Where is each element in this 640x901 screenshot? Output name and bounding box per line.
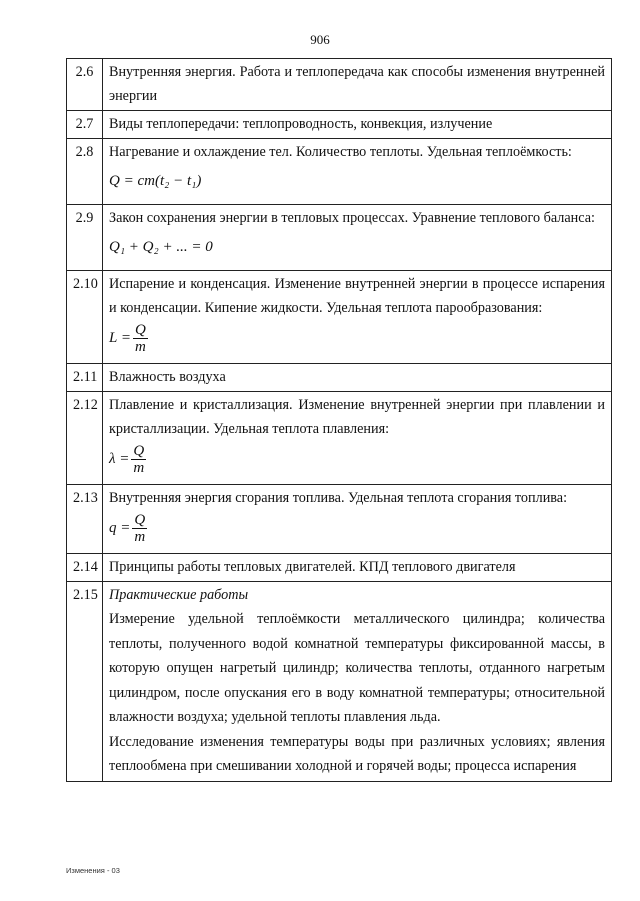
row-number: 2.10: [67, 271, 103, 364]
fraction: [132, 512, 147, 545]
row-cell: [103, 582, 612, 782]
fraction: [131, 443, 146, 476]
fraction-numerator: Q: [133, 443, 145, 459]
table-row: [67, 111, 612, 139]
fraction-numerator: Q: [134, 512, 146, 528]
row-number: 2.15: [67, 582, 103, 782]
row-number: 2.13: [67, 485, 103, 554]
row-number: 2.12: [67, 392, 103, 485]
row-text: Испарение и конденсация. Изменение внутренней энергии в процессе испарения и конденсации. Кипение жидкости. Удельная теплота парообразования:: [109, 276, 605, 316]
paragraph: Исследование изменения температуры воды при различных условиях; явления теплообмена при смешивании холодной и горячей воды; процесса испарения: [109, 733, 605, 774]
row-text: Плавление и кристаллизация. Изменение внутренней энергии при плавлении и кристаллизации. Удельная теплота плавления:: [109, 397, 605, 437]
row-text: Внутренняя энергия. Работа и теплопередача как способы изменения внутренней энергии: [103, 59, 612, 111]
row-number: 2.9: [67, 205, 103, 271]
formula: [109, 443, 605, 476]
paragraph: Измерение удельной теплоёмкости металлического цилиндра; количества теплоты, полученного водой комнатной температуры фиксированной массы, в которую опущен нагретый цилиндр; количества теплоты, отданного нагретым цилиндром, после опускания его в воду комнатной температуры; относительной влажности воздуха; удельной теплоты плавления льда.: [109, 611, 605, 725]
table-row: [67, 59, 612, 111]
footer-note: Изменения - 03: [66, 866, 120, 875]
table-row: [67, 582, 612, 782]
table-row: [67, 485, 612, 554]
fraction-denominator: m: [133, 460, 145, 476]
row-cell: [103, 205, 612, 271]
formula-lhs: q =: [109, 519, 131, 536]
formula-lhs: λ =: [109, 450, 130, 467]
row-number: 2.14: [67, 554, 103, 582]
table-row: [67, 554, 612, 582]
row-cell: [103, 392, 612, 485]
formula: Q₁ + Q₂ + ... = 0: [109, 239, 213, 255]
fraction-denominator: m: [134, 339, 146, 355]
row-number: 2.11: [67, 364, 103, 392]
fraction: [133, 322, 148, 355]
row-text: Закон сохранения энергии в тепловых процессах. Уравнение теплового баланса:: [109, 210, 595, 226]
table-row: [67, 205, 612, 271]
row-cell: [103, 485, 612, 554]
row-number: 2.8: [67, 139, 103, 205]
row-cell: [103, 271, 612, 364]
row-number: 2.7: [67, 111, 103, 139]
formula: [109, 512, 605, 545]
row-number: 2.6: [67, 59, 103, 111]
row-text: Нагревание и охлаждение тел. Количество теплоты. Удельная теплоёмкость:: [109, 144, 572, 160]
table-row: [67, 139, 612, 205]
table-row: [67, 364, 612, 392]
row-text: Внутренняя энергия сгорания топлива. Удельная теплота сгорания топлива:: [109, 490, 568, 506]
table-row: [67, 271, 612, 364]
formula: [109, 322, 605, 355]
formula-lhs: L =: [109, 329, 131, 346]
row-text: Принципы работы тепловых двигателей. КПД теплового двигателя: [103, 554, 612, 582]
row-text: Влажность воздуха: [103, 364, 612, 392]
page-number: 906: [310, 32, 330, 47]
table-row: [67, 392, 612, 485]
row-cell: [103, 139, 612, 205]
row-text: Виды теплопередачи: теплопроводность, конвекция, излучение: [103, 111, 612, 139]
fraction-numerator: Q: [134, 322, 146, 338]
fraction-denominator: m: [134, 529, 146, 545]
formula: Q = cm(t₂ − t₁): [109, 173, 202, 189]
section-title: Практические работы: [109, 587, 249, 603]
curriculum-table: [66, 58, 612, 782]
